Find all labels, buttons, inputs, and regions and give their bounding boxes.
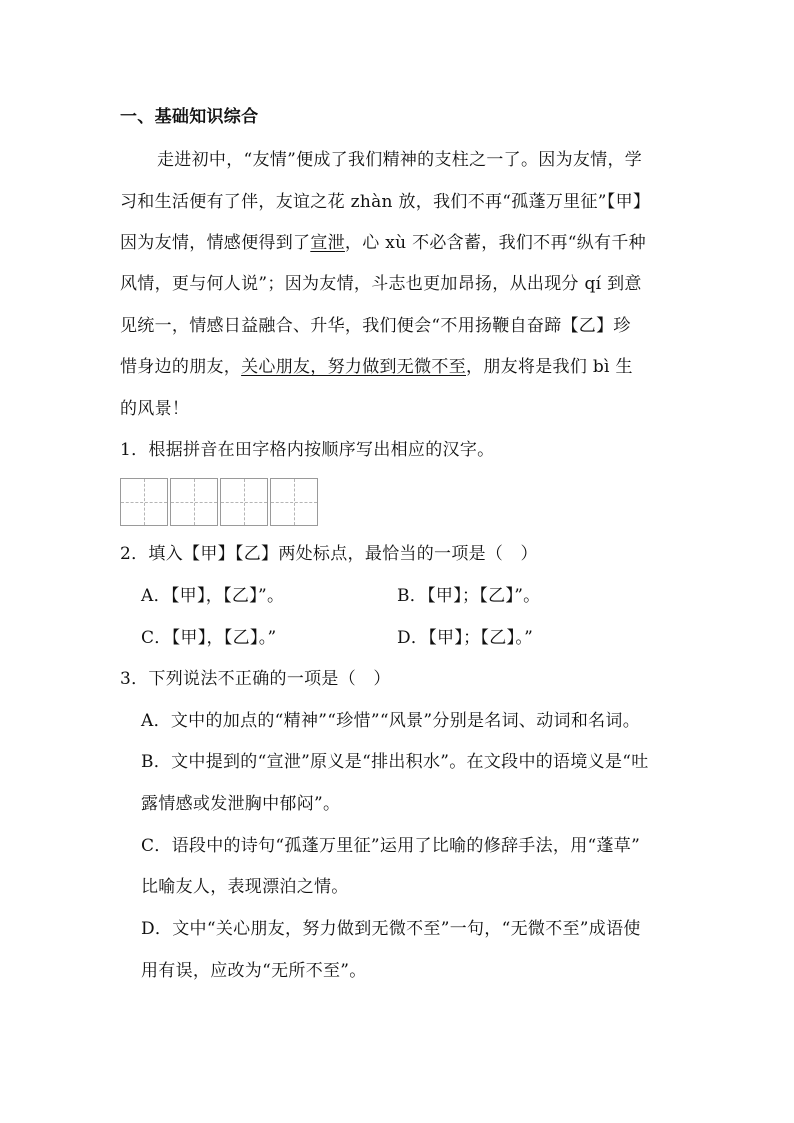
underlined-word-xuanxie: 宣泄 bbox=[310, 233, 345, 253]
passage-text: 惜身边的朋友， bbox=[120, 357, 242, 377]
passage-line-3 bbox=[120, 232, 646, 254]
tianzi-cell-2[interactable] bbox=[170, 478, 218, 526]
passage-text: 因为友情，情感便得到了 bbox=[120, 233, 311, 253]
underlined-sentence: 关心朋友，努力做到无微不至 bbox=[241, 357, 467, 377]
q2-option-a: A．【甲】，【乙】”。 bbox=[141, 586, 285, 606]
passage-line-5: 见统一，情感日益融合、升华，我们便会“不用扬鞭自奋蹄【乙】珍 bbox=[120, 316, 631, 336]
passage-line-4: 风情，更与何人说”；因为友情，斗志也更加昂扬，从出现分 qí 到意 bbox=[120, 274, 642, 294]
question-1: 1．根据拼音在田字格内按顺序写出相应的汉字。 bbox=[120, 440, 495, 460]
q3-option-c-line-1: C．语段中的诗句“孤蓬万里征”运用了比喻的修辞手法，用“蓬草” bbox=[141, 836, 641, 856]
passage-line-7: 的风景！ bbox=[120, 399, 190, 419]
q2-option-c: C．【甲】，【乙】。” bbox=[141, 628, 277, 648]
passage-line-1: 走进初中，“友情”便成了我们精神的支柱之一了。因为友情，学 bbox=[157, 150, 643, 170]
q3-option-b-line-2: 露情感或发泄胸中郁闷”。 bbox=[141, 794, 341, 814]
tianzi-cell-3[interactable] bbox=[220, 478, 268, 526]
q2-option-d: D．【甲】；【乙】。” bbox=[397, 628, 534, 648]
passage-text: ，朋友将是我们 bì 生 bbox=[466, 357, 633, 377]
tianzi-cell-1[interactable] bbox=[120, 478, 168, 526]
q3-option-c-line-2: 比喻友人，表现漂泊之情。 bbox=[141, 877, 349, 897]
q3-option-d-line-2: 用有误，应改为“无所不至”。 bbox=[141, 961, 367, 981]
passage-line-6 bbox=[120, 356, 633, 378]
tianzi-grid bbox=[120, 478, 320, 526]
tianzi-cell-4[interactable] bbox=[270, 478, 318, 526]
passage-text: ，心 xù 不必含蓄，我们不再“纵有千种 bbox=[344, 233, 646, 253]
q3-option-a: A．文中的加点的“精神”“珍惜”“风景”分别是名词、动词和名词。 bbox=[141, 711, 641, 731]
q2-option-b: B．【甲】；【乙】”。 bbox=[397, 586, 541, 606]
question-3: 3．下列说法不正确的一项是（ ） bbox=[120, 669, 391, 689]
question-2: 2．填入【甲】【乙】两处标点，最恰当的一项是（ ） bbox=[120, 544, 538, 564]
q3-option-d-line-1: D．文中“关心朋友，努力做到无微不至”一句，“无微不至”成语使 bbox=[141, 919, 641, 939]
passage-line-2: 习和生活便有了伴，友谊之花 zhàn 放，我们不再“孤蓬万里征”【甲】 bbox=[120, 192, 651, 212]
section-title: 一、基础知识综合 bbox=[120, 107, 259, 127]
q3-option-b-line-1: B．文中提到的“宣泄”原义是“排出积水”。在文段中的语境义是“吐 bbox=[141, 752, 649, 772]
